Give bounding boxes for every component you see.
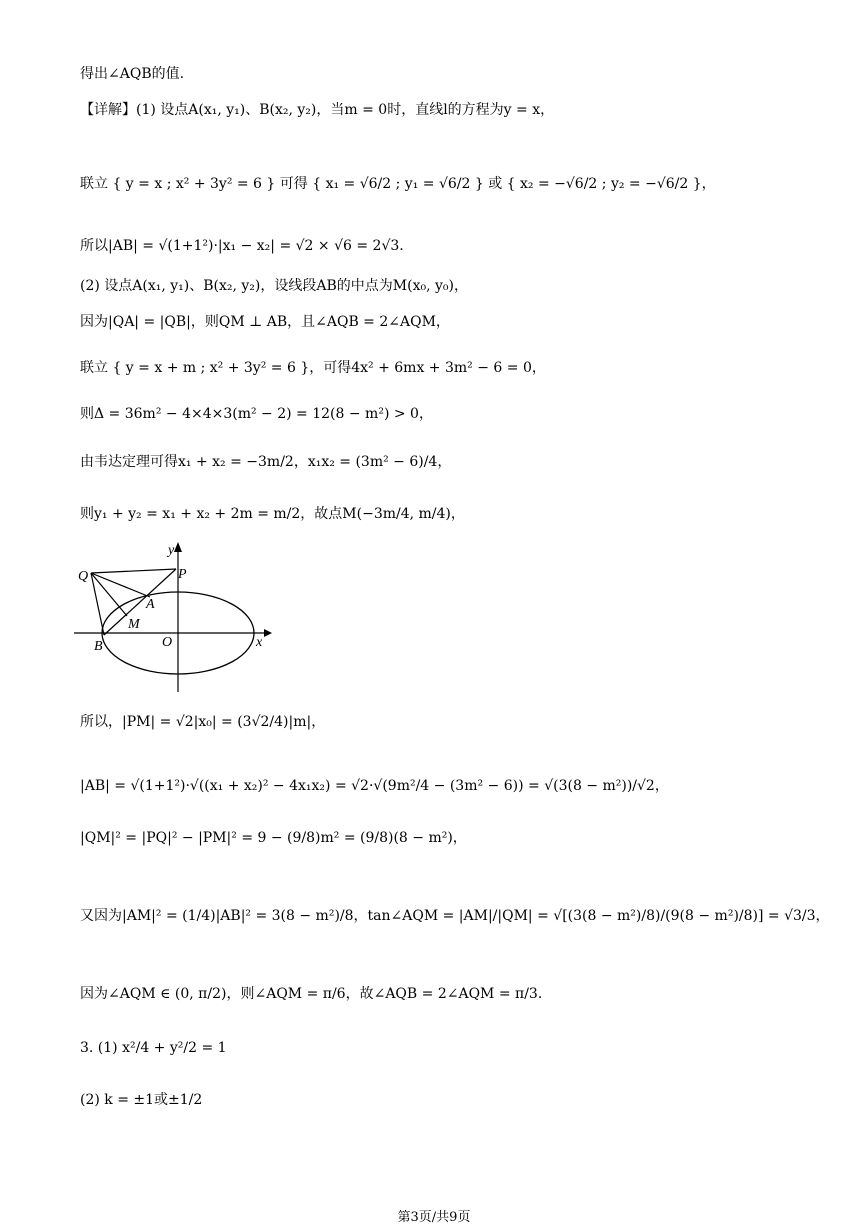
line-0: 得出∠AQB的值. <box>80 66 185 82</box>
line-QP <box>91 569 176 573</box>
label-x: x <box>256 635 263 650</box>
line-QM <box>91 573 127 616</box>
line-14: 因为∠AQM ∈ (0, π/2)，则∠AQM = π/6，故∠AQB = 2∠AQM = π/3. <box>80 986 543 1002</box>
line-5: 因为|QA| = |QB|，则QM ⊥ AB，且∠AQB = 2∠AQM， <box>80 314 450 330</box>
ellipse-figure <box>74 542 274 694</box>
line-8: 由韦达定理可得x₁ + x₂ = −3m/2，x₁x₂ = (3m² − 6)/4， <box>80 454 452 470</box>
line-QB <box>91 573 104 635</box>
line-7: 则Δ = 36m² − 4×4×3(m² − 2) = 12(8 − m²) > 0， <box>80 406 433 422</box>
line-15: 3. (1) x²/4 + y²/2 = 1 <box>80 1040 227 1056</box>
label-O: O <box>162 635 173 650</box>
line-4: (2) 设点A(x₁, y₁)、B(x₂, y₂)，设线段AB的中点为M(x₀, y₀)， <box>80 278 468 294</box>
x-axis-arrow <box>264 629 272 637</box>
line-11: |AB| = √(1+1²)·√((x₁ + x₂)² − 4x₁x₂) = √2·√(9m²/4 − (3m² − 6)) = √(3(8 − m²))/√2， <box>80 778 669 794</box>
line-12: |QM|² = |PQ|² − |PM|² = 9 − (9/8)m² = (9/8)(8 − m²)， <box>80 830 467 846</box>
line-QA <box>91 573 150 597</box>
page-footer: 第3页/共9页 <box>397 1210 471 1225</box>
label-B: B <box>94 639 103 654</box>
line-1: 【详解】(1) 设点A(x₁, y₁)、B(x₂, y₂)，当m = 0时，直线l的方程为y = x， <box>80 102 555 118</box>
line-6: 联立 { y = x + m ; x² + 3y² = 6 }，可得4x² + 6mx + 3m² − 6 = 0， <box>80 360 546 376</box>
label-M: M <box>128 617 140 632</box>
line-9: 则y₁ + y₂ = x₁ + x₂ + 2m = m/2，故点M(−3m/4, m/4)， <box>80 506 465 522</box>
label-P: P <box>178 567 187 582</box>
line-2: 联立 { y = x ; x² + 3y² = 6 } 可得 { x₁ = √6/2 ; y₁ = √6/2 } 或 { x₂ = −√6/2 ; y₂ = −√6/2 }， <box>80 176 716 192</box>
line-3: 所以|AB| = √(1+1²)·|x₁ − x₂| = √2 × √6 = 2√3. <box>80 238 404 254</box>
line-16: (2) k = ±1或±1/2 <box>80 1092 203 1108</box>
label-y: y <box>168 543 175 558</box>
line-10: 所以，|PM| = √2|x₀| = (3√2/4)|m|， <box>80 714 326 730</box>
label-Q: Q <box>78 569 89 584</box>
y-axis-arrow <box>174 542 182 552</box>
line-13: 又因为|AM|² = (1/4)|AB|² = 3(8 − m²)/8，tan∠AQM = |AM|/|QM| = √[(3(8 − m²)/8)/(9(8 − m²)/8)] = √3/3， <box>80 908 830 924</box>
label-A: A <box>146 597 155 612</box>
